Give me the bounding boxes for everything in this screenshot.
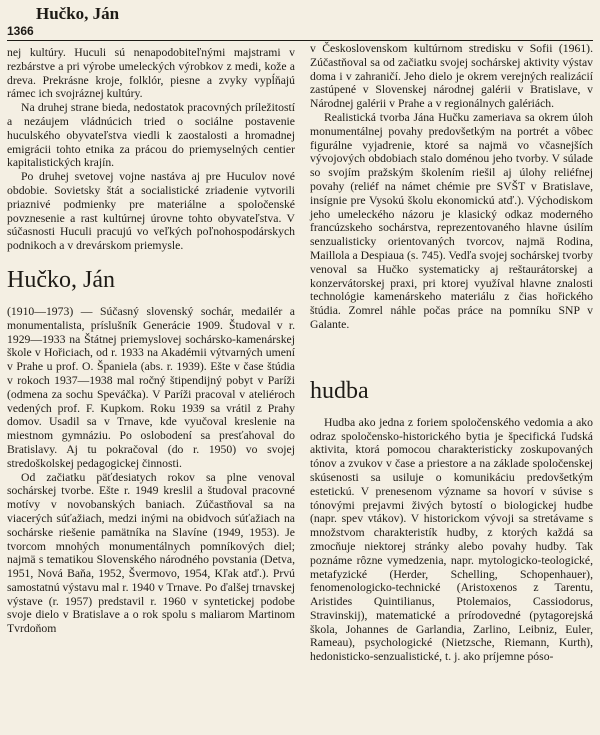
paragraph: Od začiatku päťdesiatych rokov sa plne venoval sochárskej tvorbe. Ešte r. 1949 kreslil a študoval pracovné motívy v novobanských baniach. Zúčastňoval sa na viacerých súťažiach, medzi inými na obidvoch súťažiach na sochárske riešenie pamätníka na Slavíne (1949, 1953). Je tvorcom mnohých monumentálnych pomníkových diel; najmä s tematikou Slovenského národného povstania (Detva, 1951, Nová Baňa, 1952, Švermovo, 1954, Kľak atď.). Prvú samostatnú výstavu mal r. 1940 v Trnave. Po ďalšej trnavskej výstave (r. 1957) predstavil r. 1960 v syntetickej podobe svoje dielo v Bratislave a o rok spolu s maliarom Martinom Tvrdoňom bbox=[7, 470, 295, 636]
header-rule bbox=[7, 40, 593, 41]
left-column bbox=[7, 46, 295, 636]
entry-heading-hudba: hudba bbox=[310, 377, 369, 404]
paragraph: Realistická tvorba Jána Hučku zameriava sa okrem úloh monumentálnej povahy predovšetkým na portrét a vôbec figurálne vyjadrenie, ktoré sa najmä vo včasnejších vývojových obdobiach stalo doménou jeho tvorby. V súlade so svojím pražským školením riešil aj úlohy reliéfnej povahy (reliéf na námet chémie pre SVŠT v Bratislave, insígnie pre Vysokú školu ekonomickú atď.). Východiskom jeho umeleckého názoru je klasický odkaz moderného francúzskeho sochárstva, reprezentovaného hlavne úsilím senzualisticky orientovaných tvorcov, najmä Rodina, Maillola a Despiaua (s. 745). Vedľa svojej sochárskej tvorby venoval sa Hučko systematicky aj reštaurátorskej a konzervátorskej praxi, pri ktorej využíval hlavne znalosti technológie kamenárskeho materiálu z čias hořického štúdia. Zomrel náhle počas práce na pomníku SNP v Galante. bbox=[310, 110, 594, 331]
paragraph: Hudba ako jedna z foriem spoločenského vedomia a ako odraz spoločensko-historického bytia je špecifická ľudská aktivita, ktorá pomocou charakteristicky zoskupovaných tónov a zvukov v čase a priestore a na základe spoločenskej skúsenosti sa usiluje o komunikáciu predovšetkým estetickú. V prenesenom význame sa hovorí v súvise s tónovými prejavmi živých bytostí o biologickej hudbe (napr. spev vtákov). V historickom vývoji sa stretávame s množstvom charakteristík hudby, z ktorých každá sa zmocňuje niektorej stránky alebo povahy hudby. Tak poznáme rôzne vymedzenia, napr. mytologicko-teologické, metafyzické (Herder, Schelling, Schopenhauer), fenomenologicko-technické (Aristoxenos z Tarentu, Aristides Quintilianus, Ptolemaios, Cassiodorus, Stravinskij), matematické a prírodovedné (pytagorejská škola, Johannes de Garlandia, Zarlino, Leibniz, Euler, Rameau), psychologické (Nietzsche, Riemann, Kurth), hedonisticko-senzualistické, t. j. ako príjemne póso- bbox=[310, 415, 593, 664]
paragraph: (1910—1973) — Súčasný slovenský sochár, medailér a monumentalista, príslušník Generácie 1909. Študoval v r. 1929—1933 na Štátnej priemyslovej sochársko-kamenárskej škole v Hořiciach, od r. 1933 na Akadémii výtvarných umení v Prahe u prof. O. Španiela (abs. r. 1939). Ešte v čase štúdia v rokoch 1937—1938 mal ročný štipendijný pobyt v Paríži (odmena za sochu Speváčka). V Paríži pracoval v ateliéroch vedených prof. F. Kupkom. Roku 1939 sa vrátil z Prahy domov. Usadil sa v Trnave, kde vyučoval kreslenie na miestnom gymnáziu. Po oslobodení sa presťahoval do Bratislavy. Aj tu pokračoval (do r. 1950) vo svojej stredoškolskej pedagogickej činnosti. bbox=[7, 304, 295, 470]
entry-heading-hucko: Hučko, Ján bbox=[7, 266, 115, 293]
paragraph: Na druhej strane bieda, nedostatok pracovných príležitostí a nezáujem vládnúcich tried o sociálne postavenie huculského obyvateľstva viedli k zaostalosti a hromadnej emigrácii tohto etnika za prácou do priemyselných centier kapitalistických krajín. bbox=[7, 101, 295, 170]
paragraph: nej kultúry. Huculi sú nenapodobiteľnými majstrami v rezbárstve a pri výrobe umeleckých výrobkov z medi, kože a dreva. Prekrásne kroje, folklór, piesne a zvyky vypĺňajú rámec ich svojráznej kultúry. bbox=[7, 46, 295, 101]
page-number: 1366 bbox=[7, 24, 34, 38]
right-column bbox=[310, 42, 593, 664]
paragraph: v Československom kultúrnom stredisku v Sofii (1961). Zúčastňoval sa od začiatku svojej sochárskej aktivity výstav doma i v zahraničí. Jeho dielo je okrem verejných realizácií zastúpené v Slovenskej národnej galérii v Bratislave, v Národnej galérii v Prahe a v regionálnych galériách. bbox=[310, 42, 593, 111]
running-title: Hučko, Ján bbox=[36, 4, 120, 23]
paragraph: Po druhej svetovej vojne nastáva aj pre Huculov nové obdobie. Sovietsky štát a socialistické zriadenie vytvorili priaznivé podmienky pre materiálne a spoločenské povznesenie a rast kultúrnej úrovne tohto obyvateľstva. V súčasnosti Huculi pracujú vo veľkých poľnohospodárskych podnikoch a v drevárskom priemysle. bbox=[7, 170, 295, 253]
